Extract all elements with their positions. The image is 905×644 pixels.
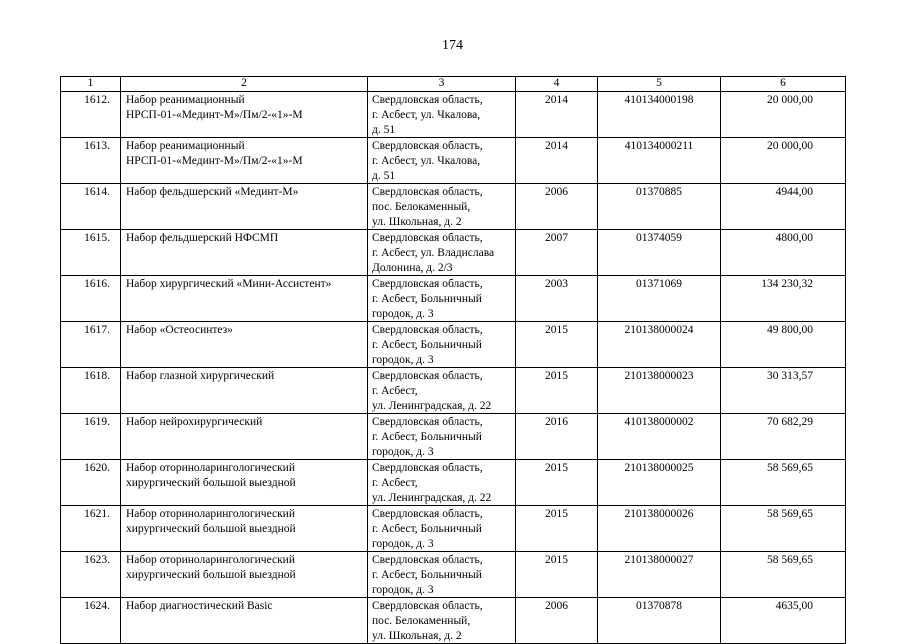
row-number: 1619. — [84, 416, 110, 428]
inventory-number-cell — [598, 230, 721, 276]
inventory-number: 210138000025 — [624, 462, 694, 474]
year-cell — [516, 138, 598, 184]
address-line: Свердловская область, — [372, 278, 483, 290]
value-amount: 58 569,65 — [767, 462, 813, 474]
year-value: 2015 — [545, 554, 568, 566]
inventory-number: 210138000026 — [624, 508, 694, 520]
year-cell — [516, 276, 598, 322]
row-number-cell — [61, 460, 121, 506]
address-cell — [368, 92, 516, 138]
year-value: 2006 — [545, 186, 568, 198]
address-line: д. 51 — [372, 124, 396, 136]
table-row — [61, 322, 846, 368]
inventory-number: 01374059 — [636, 232, 682, 244]
year-value: 2015 — [545, 508, 568, 520]
table-row — [61, 138, 846, 184]
address-cell — [368, 414, 516, 460]
table-row — [61, 414, 846, 460]
year-cell — [516, 552, 598, 598]
address-line: Свердловская область, — [372, 600, 483, 612]
address-cell — [368, 552, 516, 598]
table-row — [61, 368, 846, 414]
year-value: 2014 — [545, 94, 568, 106]
address-line: городок, д. 3 — [372, 308, 434, 320]
table-row — [61, 506, 846, 552]
year-value: 2007 — [545, 232, 568, 244]
inventory-number: 01370885 — [636, 186, 682, 198]
inventory-number: 410134000211 — [624, 140, 694, 152]
year-cell — [516, 184, 598, 230]
item-name-line: Набор оториноларингологический — [126, 508, 295, 520]
address-cell — [368, 138, 516, 184]
value-cell — [721, 598, 846, 644]
item-name-cell — [121, 92, 368, 138]
row-number-cell — [61, 184, 121, 230]
table-row — [61, 276, 846, 322]
item-name-cell — [121, 138, 368, 184]
year-cell — [516, 368, 598, 414]
inventory-number: 210138000023 — [624, 370, 694, 382]
row-number: 1621. — [84, 508, 110, 520]
address-line: г. Асбест, ул. Чкалова, — [372, 109, 481, 121]
inventory-number-cell — [598, 460, 721, 506]
address-line: Свердловская область, — [372, 462, 483, 474]
address-cell — [368, 184, 516, 230]
address-line: г. Асбест, ул. Владислава — [372, 247, 495, 259]
inventory-number: 01371069 — [636, 278, 682, 290]
row-number-cell — [61, 552, 121, 598]
value-amount: 20 000,00 — [767, 140, 813, 152]
row-number: 1616. — [84, 278, 110, 290]
address-cell — [368, 322, 516, 368]
inventory-number-cell — [598, 552, 721, 598]
inventory-number: 410138000002 — [624, 416, 694, 428]
address-line: г. Асбест, Больничный — [372, 293, 482, 305]
table-row — [61, 184, 846, 230]
inventory-number: 210138000027 — [624, 554, 694, 566]
row-number: 1620. — [84, 462, 110, 474]
year-value: 2014 — [545, 140, 568, 152]
row-number: 1612. — [84, 94, 110, 106]
address-line: Свердловская область, — [372, 94, 483, 106]
column-header-1: 1 — [61, 77, 121, 92]
value-amount: 20 000,00 — [767, 94, 813, 106]
address-line: Свердловская область, — [372, 232, 483, 244]
address-cell — [368, 230, 516, 276]
address-line: г. Асбест, — [372, 477, 418, 489]
column-header-2: 2 — [121, 77, 368, 92]
address-line: городок, д. 3 — [372, 584, 434, 596]
address-line: городок, д. 3 — [372, 354, 434, 366]
inventory-number-cell — [598, 368, 721, 414]
item-name-line: Набор фельдшерский «Мединт-М» — [126, 186, 299, 198]
year-value: 2015 — [545, 370, 568, 382]
column-header-4: 4 — [516, 77, 598, 92]
row-number-cell — [61, 414, 121, 460]
value-cell — [721, 552, 846, 598]
address-line: Свердловская область, — [372, 186, 483, 198]
item-name-line: Набор диагностический Basic — [126, 600, 273, 612]
row-number: 1618. — [84, 370, 110, 382]
row-number-cell — [61, 276, 121, 322]
address-line: ул. Ленинградская, д. 22 — [372, 400, 492, 412]
table-row — [61, 230, 846, 276]
value-cell — [721, 414, 846, 460]
year-value: 2003 — [545, 278, 568, 290]
address-line: г. Асбест, Больничный — [372, 569, 482, 581]
year-value: 2015 — [545, 324, 568, 336]
year-cell — [516, 506, 598, 552]
year-cell — [516, 230, 598, 276]
address-line: Свердловская область, — [372, 416, 483, 428]
value-cell — [721, 506, 846, 552]
address-line: Свердловская область, — [372, 370, 483, 382]
property-table — [60, 76, 846, 644]
table-row — [61, 552, 846, 598]
value-cell — [721, 276, 846, 322]
item-name-line: хирургический большой выездной — [126, 477, 296, 489]
year-cell — [516, 460, 598, 506]
item-name-line: НРСП-01-«Мединт-М»/Пм/2-«1»-М — [126, 109, 303, 121]
item-name-cell — [121, 598, 368, 644]
item-name-cell — [121, 414, 368, 460]
address-cell — [368, 506, 516, 552]
address-line: пос. Белокаменный, — [372, 615, 471, 627]
item-name-line: Набор фельдшерский НФСМП — [126, 232, 279, 244]
column-header-5: 5 — [598, 77, 721, 92]
address-line: пос. Белокаменный, — [372, 201, 471, 213]
item-name-cell — [121, 460, 368, 506]
address-line: Свердловская область, — [372, 508, 483, 520]
row-number-cell — [61, 322, 121, 368]
row-number: 1613. — [84, 140, 110, 152]
item-name-cell — [121, 552, 368, 598]
item-name-line: Набор хирургический «Мини-Ассистент» — [126, 278, 332, 290]
year-cell — [516, 414, 598, 460]
column-number-row — [61, 77, 846, 92]
address-line: Свердловская область, — [372, 554, 483, 566]
address-line: ул. Школьная, д. 2 — [372, 216, 462, 228]
row-number: 1614. — [84, 186, 110, 198]
address-line: ул. Ленинградская, д. 22 — [372, 492, 492, 504]
year-value: 2015 — [545, 462, 568, 474]
value-amount: 70 682,29 — [767, 416, 813, 428]
address-cell — [368, 598, 516, 644]
address-line: Свердловская область, — [372, 324, 483, 336]
value-cell — [721, 184, 846, 230]
row-number: 1623. — [84, 554, 110, 566]
item-name-cell — [121, 230, 368, 276]
value-cell — [721, 368, 846, 414]
value-amount: 30 313,57 — [767, 370, 813, 382]
address-line: г. Асбест, Больничный — [372, 431, 482, 443]
value-amount: 4635,00 — [775, 600, 813, 612]
inventory-number-cell — [598, 276, 721, 322]
inventory-number-cell — [598, 92, 721, 138]
address-line: г. Асбест, Больничный — [372, 523, 482, 535]
row-number-cell — [61, 506, 121, 552]
year-cell — [516, 598, 598, 644]
row-number: 1615. — [84, 232, 110, 244]
table-row — [61, 92, 846, 138]
value-amount: 134 230,32 — [761, 278, 813, 290]
row-number-cell — [61, 92, 121, 138]
table-row — [61, 598, 846, 644]
address-line: ул. Школьная, д. 2 — [372, 630, 462, 642]
address-line: г. Асбест, — [372, 385, 418, 397]
table-body — [61, 92, 846, 644]
item-name-cell — [121, 506, 368, 552]
address-line: д. 51 — [372, 170, 396, 182]
row-number-cell — [61, 138, 121, 184]
item-name-cell — [121, 276, 368, 322]
address-line: Свердловская область, — [372, 140, 483, 152]
value-cell — [721, 460, 846, 506]
address-line: городок, д. 3 — [372, 446, 434, 458]
inventory-number: 210138000024 — [624, 324, 694, 336]
inventory-number: 410134000198 — [624, 94, 694, 106]
row-number-cell — [61, 368, 121, 414]
item-name-line: Набор «Остеосинтез» — [126, 324, 233, 336]
value-amount: 49 800,00 — [767, 324, 813, 336]
inventory-number-cell — [598, 184, 721, 230]
row-number: 1624. — [84, 600, 110, 612]
value-amount: 58 569,65 — [767, 508, 813, 520]
item-name-line: Набор оториноларингологический — [126, 554, 295, 566]
inventory-number-cell — [598, 414, 721, 460]
inventory-number: 01370878 — [636, 600, 682, 612]
inventory-number-cell — [598, 138, 721, 184]
page-number: 174 — [442, 38, 463, 53]
item-name-line: хирургический большой выездной — [126, 523, 296, 535]
value-amount: 58 569,65 — [767, 554, 813, 566]
address-cell — [368, 460, 516, 506]
address-line: г. Асбест, Больничный — [372, 339, 482, 351]
year-value: 2006 — [545, 600, 568, 612]
item-name-line: хирургический большой выездной — [126, 569, 296, 581]
value-amount: 4800,00 — [775, 232, 813, 244]
inventory-number-cell — [598, 322, 721, 368]
address-line: г. Асбест, ул. Чкалова, — [372, 155, 481, 167]
item-name-cell — [121, 184, 368, 230]
address-line: городок, д. 3 — [372, 538, 434, 550]
item-name-cell — [121, 368, 368, 414]
value-cell — [721, 230, 846, 276]
year-cell — [516, 322, 598, 368]
table-row — [61, 460, 846, 506]
value-cell — [721, 92, 846, 138]
row-number-cell — [61, 598, 121, 644]
value-cell — [721, 138, 846, 184]
item-name-cell — [121, 322, 368, 368]
item-name-line: Набор реанимационный — [126, 94, 245, 106]
address-cell — [368, 276, 516, 322]
row-number-cell — [61, 230, 121, 276]
address-cell — [368, 368, 516, 414]
inventory-number-cell — [598, 506, 721, 552]
item-name-line: НРСП-01-«Мединт-М»/Пм/2-«1»-М — [126, 155, 303, 167]
value-amount: 4944,00 — [775, 186, 813, 198]
column-header-6: 6 — [721, 77, 846, 92]
inventory-number-cell — [598, 598, 721, 644]
address-line: Долонина, д. 2/3 — [372, 262, 453, 274]
item-name-line: Набор оториноларингологический — [126, 462, 295, 474]
row-number: 1617. — [84, 324, 110, 336]
year-cell — [516, 92, 598, 138]
value-cell — [721, 322, 846, 368]
item-name-line: Набор реанимационный — [126, 140, 245, 152]
column-header-3: 3 — [368, 77, 516, 92]
item-name-line: Набор глазной хирургический — [126, 370, 275, 382]
item-name-line: Набор нейрохирургический — [126, 416, 263, 428]
year-value: 2016 — [545, 416, 568, 428]
